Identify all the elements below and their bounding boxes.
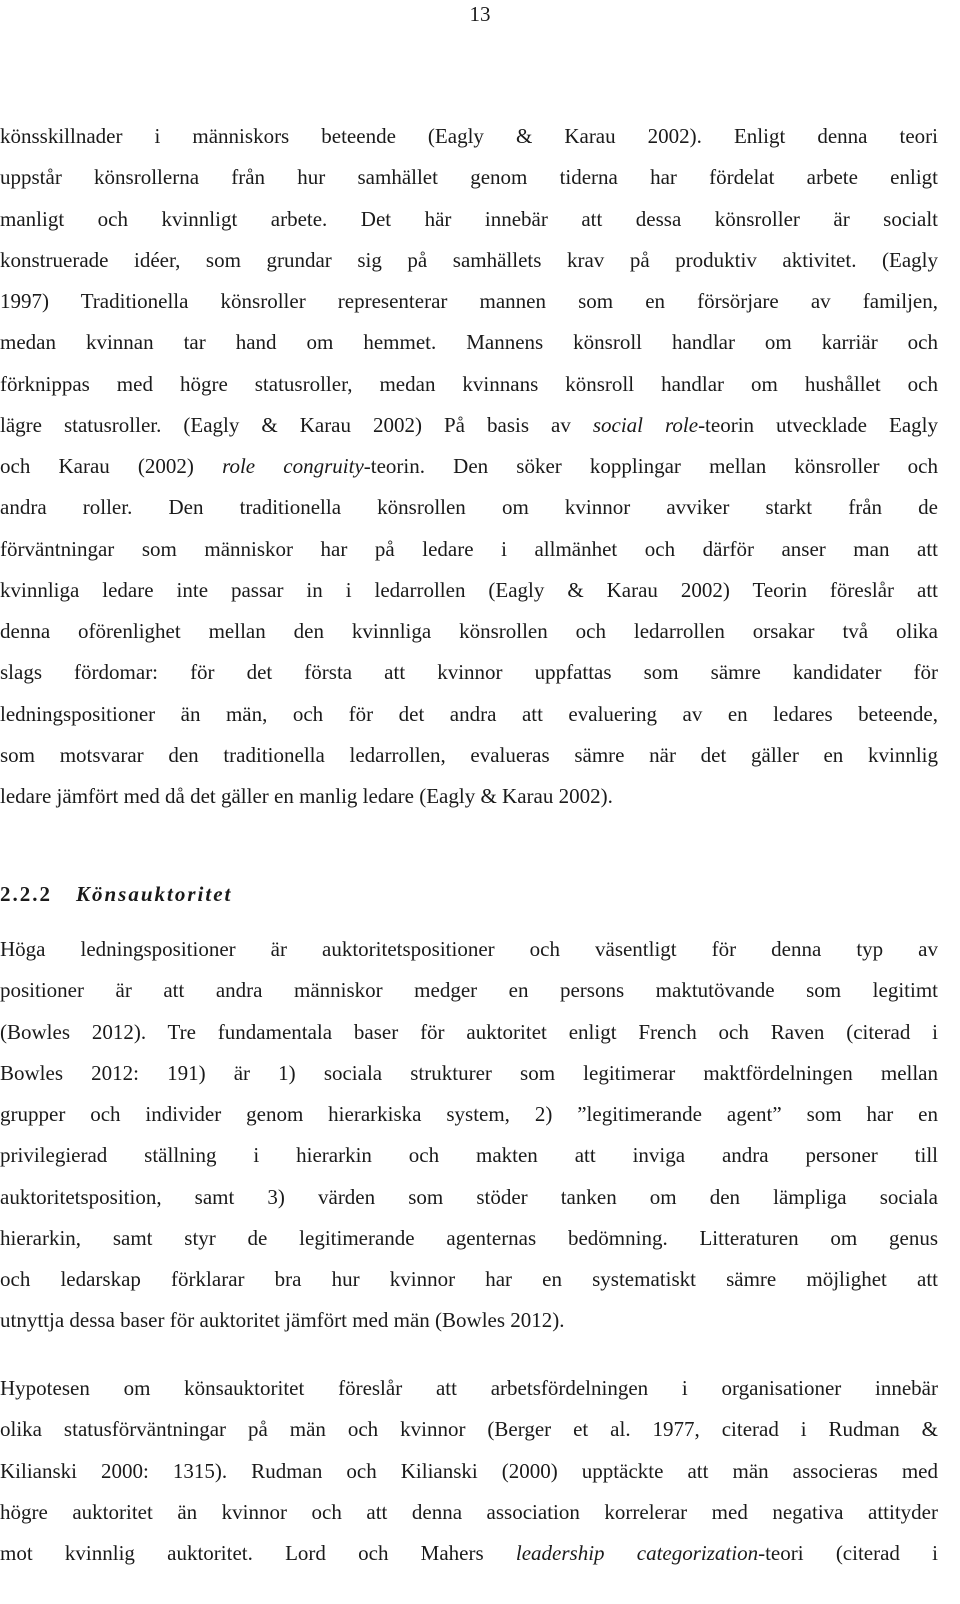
text-line bbox=[0, 446, 938, 487]
text-line bbox=[0, 1300, 938, 1341]
text-line bbox=[0, 1218, 938, 1259]
text-line bbox=[0, 652, 938, 693]
text-run: auktoritetsposition, samt 3) värden som stöder tanken om den lämpliga sociala bbox=[0, 1184, 938, 1209]
text-line bbox=[0, 1451, 938, 1492]
text-run: -teori (citerad i bbox=[758, 1541, 938, 1565]
text-line bbox=[0, 157, 938, 198]
text-line bbox=[0, 1533, 938, 1574]
text-line bbox=[0, 694, 938, 735]
italic-term: social role bbox=[592, 412, 699, 437]
body-paragraph-1 bbox=[0, 116, 938, 817]
text-run: förväntningar som människor har på ledare i allmänhet och därför anser man att bbox=[0, 536, 938, 561]
text-run: olika statusförväntningar på män och kvinnor (Berger et al. 1977, citerad i Rudman & bbox=[0, 1417, 938, 1442]
text-run: hierarkin, samt styr de legitimerande agenternas bedömning. Litteraturen om genus bbox=[0, 1225, 938, 1250]
text-line bbox=[0, 199, 938, 240]
text-line bbox=[0, 322, 938, 363]
text-run: konstruerade idéer, som grundar sig på samhällets krav på produktiv aktivitet. (Eagly bbox=[0, 247, 938, 272]
text-line bbox=[0, 1368, 938, 1409]
text-run: och ledarskap förklarar bra hur kvinnor har en systematiskt sämre möjlighet att bbox=[0, 1267, 938, 1291]
text-run: Höga ledningspositioner är auktoritetspositioner och väsentligt för denna typ av bbox=[0, 937, 938, 961]
text-run: ledningspositioner än män, och för det andra att evaluering av en ledares beteende, bbox=[0, 701, 938, 726]
text-line bbox=[0, 611, 938, 652]
text-line bbox=[0, 970, 938, 1011]
text-line bbox=[0, 1259, 938, 1300]
text-run: denna oförenlighet mellan den kvinnliga könsrollen och ledarrollen orsakar två olika bbox=[0, 619, 938, 643]
text-run: -teorin utvecklade Eagly bbox=[698, 412, 938, 437]
text-line bbox=[0, 1094, 938, 1135]
text-line bbox=[0, 735, 938, 776]
text-run: könsskillnader i människors beteende (Eagly & Karau 2002). Enligt denna teori bbox=[0, 124, 938, 148]
text-run: uppstår könsrollerna från hur samhället genom tiderna har fördelat arbete enligt bbox=[0, 165, 938, 190]
text-run: Bowles 2012: 191) är 1) sociala strukturer som legitimerar maktfördelningen mellan bbox=[0, 1060, 938, 1085]
text-line bbox=[0, 1409, 938, 1450]
text-run: slags fördomar: för det första att kvinnor uppfattas som sämre kandidater för bbox=[0, 660, 938, 685]
text-line bbox=[0, 929, 938, 970]
text-run: privilegierad ställning i hierarkin och makten att inviga andra personer till bbox=[0, 1143, 938, 1168]
text-run: högre auktoritet än kvinnor och att denna association korrelerar med negativa attityder bbox=[0, 1499, 938, 1524]
text-run: manligt och kvinnligt arbete. Det här innebär att dessa könsroller är socialt bbox=[0, 206, 938, 231]
text-run: kvinnliga ledare inte passar in i ledarrollen (Eagly & Karau 2002) Teorin föreslår att bbox=[0, 577, 938, 602]
text-line bbox=[0, 487, 938, 528]
text-line bbox=[0, 240, 938, 281]
body-paragraph-2 bbox=[0, 929, 938, 1342]
text-line bbox=[0, 1135, 938, 1176]
text-run: och Karau (2002) bbox=[0, 454, 223, 478]
text-run: medan kvinnan tar hand om hemmet. Mannens könsroll handlar om karriär och bbox=[0, 330, 938, 355]
text-run: lägre statusroller. (Eagly & Karau 2002) På basis av bbox=[0, 412, 593, 437]
text-line bbox=[0, 1177, 938, 1218]
body-paragraph-3 bbox=[0, 1368, 938, 1574]
section-number: 2.2.2 bbox=[0, 882, 52, 906]
text-line bbox=[0, 405, 938, 446]
text-run: positioner är att andra människor medger en persons maktutövande som legitimt bbox=[0, 978, 938, 1003]
text-line bbox=[0, 529, 938, 570]
text-run: Kilianski 2000: 1315). Rudman och Kilianski (2000) upptäckte att män associeras med bbox=[0, 1458, 938, 1483]
text-line bbox=[0, 1012, 938, 1053]
italic-term: leadership categorization bbox=[515, 1541, 759, 1565]
text-line bbox=[0, 281, 938, 322]
text-line bbox=[0, 776, 938, 817]
section-heading bbox=[0, 874, 232, 915]
text-run: Hypotesen om könsauktoritet föreslår att arbetsfördelningen i organisationer innebär bbox=[0, 1376, 938, 1400]
text-run: andra roller. Den traditionella könsrollen om kvinnor avviker starkt från de bbox=[0, 495, 938, 520]
text-run: som motsvarar den traditionella ledarrollen, evalueras sämre när det gäller en kvinnlig bbox=[0, 742, 938, 767]
text-line bbox=[0, 116, 938, 157]
text-line bbox=[0, 364, 938, 405]
text-run: grupper och individer genom hierarkiska system, 2) ”legitimerande agent” som har en bbox=[0, 1102, 938, 1126]
text-run: -teorin. Den söker kopplingar mellan könsroller och bbox=[363, 454, 938, 478]
text-run: 1997) Traditionella könsroller representerar mannen som en försörjare av familjen, bbox=[0, 289, 938, 313]
text-run: förknippas med högre statusroller, medan kvinnans könsroll handlar om hushållet och bbox=[0, 371, 938, 396]
text-run: (Bowles 2012). Tre fundamentala baser för auktoritet enligt French och Raven (citerad i bbox=[0, 1019, 938, 1044]
page-number: 13 bbox=[469, 2, 491, 26]
text-run: mot kvinnlig auktoritet. Lord och Mahers bbox=[0, 1541, 516, 1565]
text-run: ledare jämfört med då det gäller en manlig ledare (Eagly & Karau 2002). bbox=[0, 784, 613, 808]
text-line bbox=[0, 570, 938, 611]
text-line bbox=[0, 1492, 938, 1533]
text-line bbox=[0, 1053, 938, 1094]
section-title: Könsauktoritet bbox=[76, 882, 233, 906]
text-run: utnyttja dessa baser för auktoritet jämfört med män (Bowles 2012). bbox=[0, 1308, 565, 1333]
italic-term: role congruity bbox=[222, 454, 364, 478]
